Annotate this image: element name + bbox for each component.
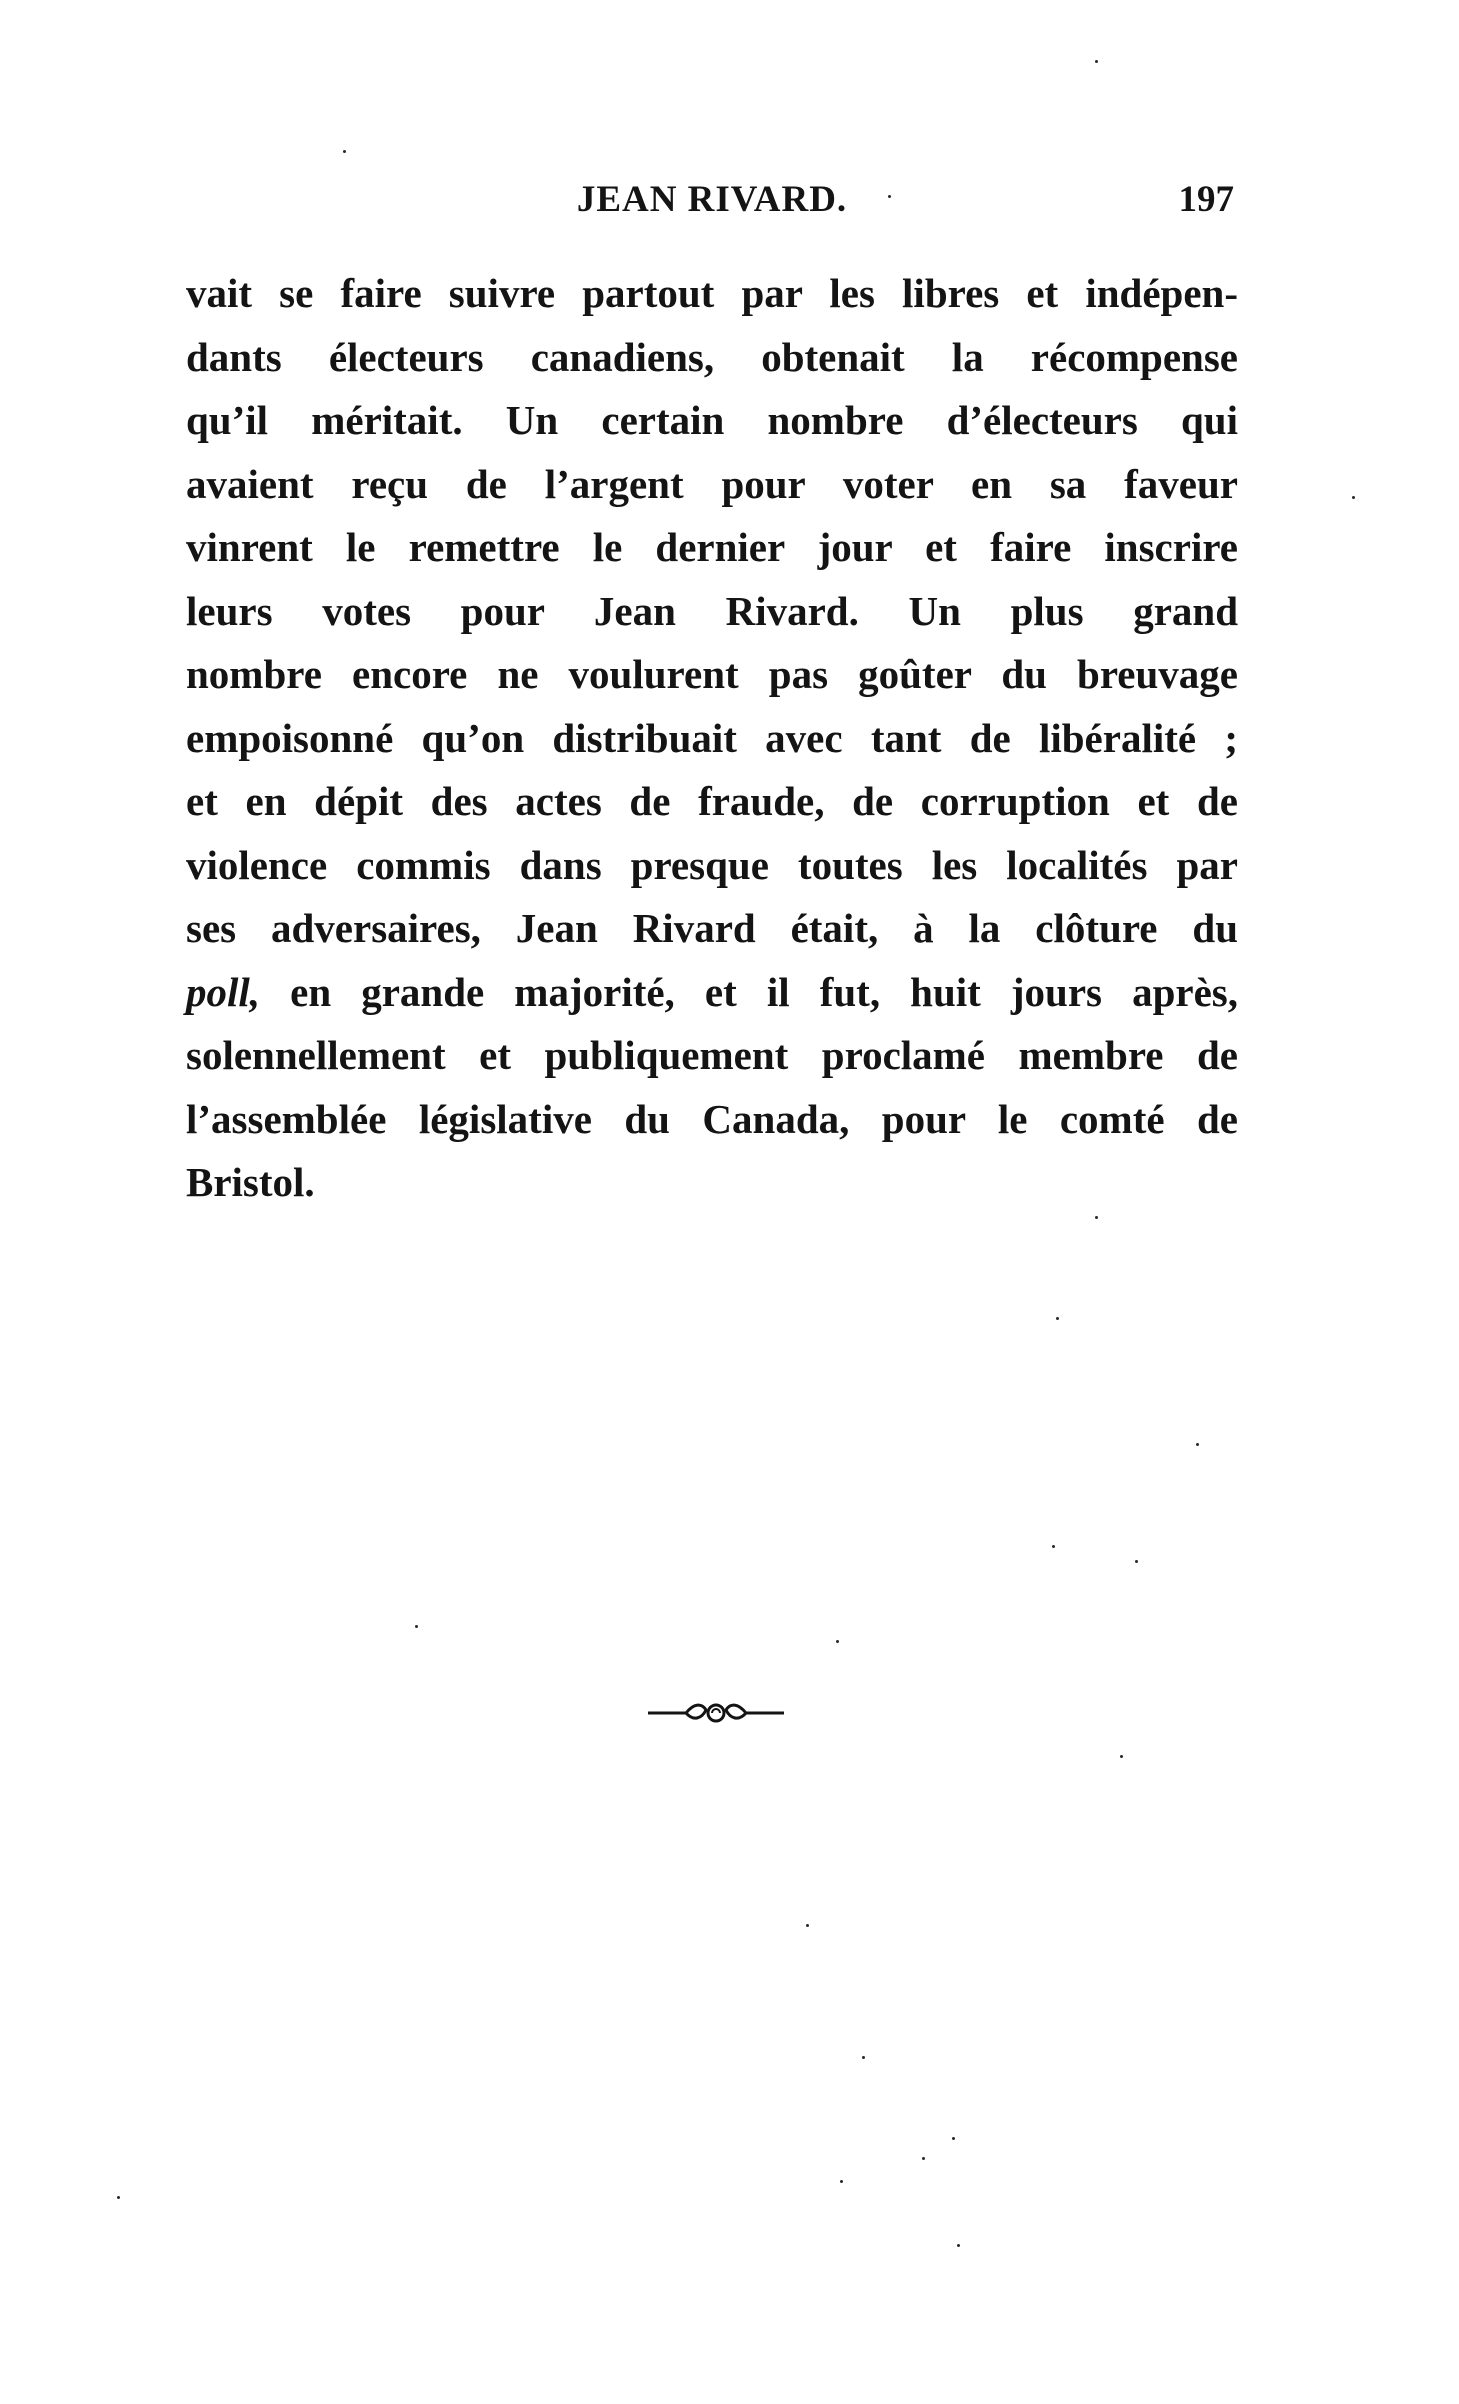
text-line: dants électeurs canadiens, obtenait la récompense xyxy=(186,333,1238,380)
text-line xyxy=(186,961,1238,1025)
text-line: et en dépit des actes de fraude, de corruption et de xyxy=(186,778,1238,824)
paper-speck xyxy=(922,2157,925,2160)
text-line: l’assemblée législative du Canada, pour le comté de xyxy=(186,1095,1238,1142)
text-line: vinrent le remettre le dernier jour et faire inscrire xyxy=(186,524,1238,570)
paper-speck xyxy=(952,2137,955,2140)
paper-speck xyxy=(806,1924,809,1927)
paper-speck xyxy=(1056,1317,1059,1320)
text-line: empoisonné qu’on distribuait avec tant de libéralité ; xyxy=(186,714,1238,761)
text-line: avaient reçu de l’argent pour voter en sa faveur xyxy=(186,460,1238,507)
text-line: qu’il méritait. Un certain nombre d’électeurs qui xyxy=(186,397,1238,443)
text-line: solennellement et publiquement proclamé membre de xyxy=(186,1032,1238,1078)
paper-speck xyxy=(1135,1560,1138,1563)
paper-speck xyxy=(1352,496,1355,499)
text-line: leurs votes pour Jean Rivard. Un plus grand xyxy=(186,587,1238,634)
paper-speck xyxy=(1196,1443,1199,1446)
paper-speck xyxy=(840,2180,843,2183)
running-title: JEAN RIVARD. xyxy=(576,179,848,220)
paper-speck xyxy=(415,1625,418,1628)
paper-speck xyxy=(888,195,891,198)
text-line-final: Bristol. xyxy=(186,1159,315,1205)
paper-speck xyxy=(117,2196,120,2199)
italic-term: poll, xyxy=(186,968,261,1015)
paper-speck xyxy=(957,2244,960,2247)
body-paragraph xyxy=(186,262,1238,1215)
page-number: 197 xyxy=(1178,179,1234,220)
running-head xyxy=(186,178,1238,238)
paper-speck xyxy=(343,150,346,153)
paper-speck xyxy=(836,1640,839,1643)
paper-speck xyxy=(1120,1755,1123,1758)
paper-speck xyxy=(1095,60,1098,63)
paper-speck xyxy=(862,2056,865,2059)
end-of-chapter-ornament-icon xyxy=(646,1698,786,1728)
text-line: vait se faire suivre partout par les libres et indépen- xyxy=(186,270,1238,316)
text-line: ses adversaires, Jean Rivard était, à la clôture du xyxy=(186,905,1238,951)
text-line: nombre encore ne voulurent pas goûter du breuvage xyxy=(186,651,1238,697)
text-line-rest: en grande majorité, et il fut, huit jours après, xyxy=(260,968,1238,1015)
paper-speck xyxy=(1052,1545,1055,1548)
paper-speck xyxy=(1095,1216,1098,1219)
text-line: violence commis dans presque toutes les localités par xyxy=(186,841,1238,888)
